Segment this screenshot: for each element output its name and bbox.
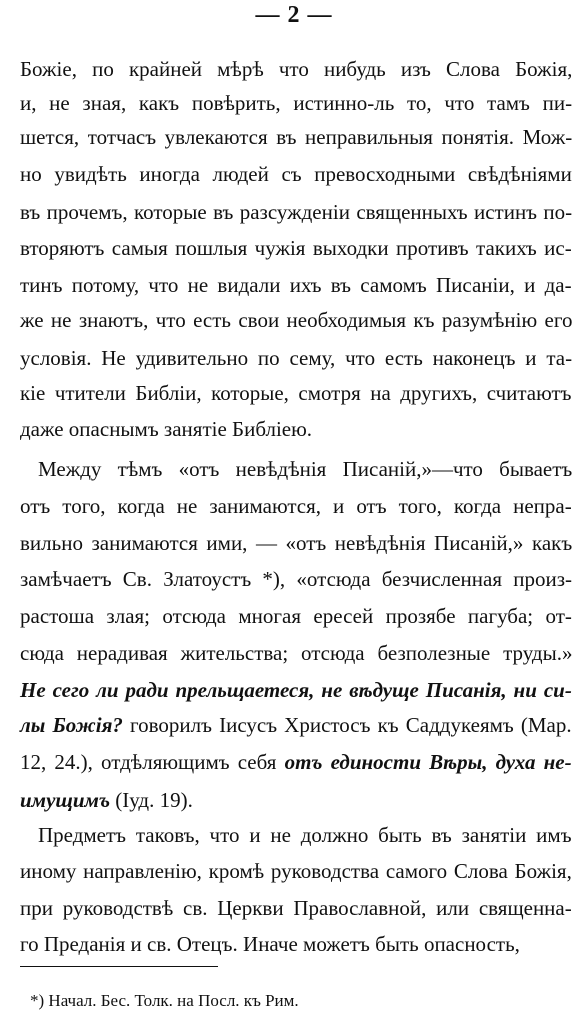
text-span: вторяютъ самыя пошлыя чужія выходки противъ такихъ ис- [20, 236, 572, 260]
text-span: (Іуд. 19). [110, 788, 193, 812]
italic-text: лы Божія? [20, 713, 123, 737]
text-line [20, 787, 193, 813]
text-span: 12, 24.), отдѣляющимъ себя [20, 750, 285, 774]
italic-text: Не сего ли ради прельщаетеся, не вѣдуще Писанія, ни си- [20, 678, 572, 702]
text-span: го Преданія и св. Отецъ. Иначе можетъ быть опасность, [20, 932, 520, 956]
text-line [20, 307, 572, 333]
text-line [20, 124, 572, 150]
text-span: говорилъ Іисусъ Христосъ къ Саддукеямъ (Мар. [122, 713, 572, 737]
text-line [38, 456, 572, 482]
text-span: при руководствѣ св. Церкви Православной, или священна- [20, 896, 572, 920]
text-line [20, 90, 572, 116]
text-line [20, 345, 572, 371]
text-span: сюда нерадивая жительства; отсюда безполезные труды.» [20, 641, 573, 665]
page-number: — 2 — [255, 2, 333, 28]
text-span: условія. Не удивительно по сему, что есть наконецъ и та- [20, 346, 573, 370]
text-line [20, 272, 572, 298]
text-span: кіе чтители Библіи, которые, смотря на другихъ, считаютъ [20, 381, 572, 405]
text-line [20, 895, 572, 921]
text-line [20, 603, 572, 629]
text-span: но увидѣть иногда людей съ превосходными свѣдѣніями [20, 162, 572, 186]
text-span: въ прочемъ, которые въ разсужденіи священныхъ истинъ по- [20, 200, 573, 224]
italic-text: отъ единости Вѣры, духа не- [284, 750, 572, 774]
text-line [20, 416, 312, 442]
text-span: же не знаютъ, что есть свои необходимыя къ разумѣнію его [20, 308, 573, 332]
text-line [20, 749, 572, 775]
text-line [20, 56, 572, 82]
text-line [20, 380, 572, 406]
text-span: Между тѣмъ «отъ невѣдѣнія Писаній,»—что бываетъ [38, 457, 573, 481]
text-span: Божіе, по крайней мѣрѣ что нибудь изъ Слова Божія, [20, 57, 573, 81]
text-line [20, 640, 572, 666]
text-span: замѣчаетъ Св. Златоустъ *), «отсюда безчисленная произ- [20, 567, 573, 591]
text-span: Предметъ таковъ, что и не должно быть въ занятіи имъ [38, 823, 572, 847]
text-line [20, 931, 520, 957]
text-span: шется, тотчасъ увлекаются въ неправильныя понятія. Мож- [20, 125, 573, 149]
text-line [20, 493, 572, 519]
text-line [20, 530, 572, 556]
text-line [20, 677, 572, 703]
footnote-divider [20, 966, 218, 967]
text-line [38, 822, 572, 848]
text-line [20, 566, 572, 592]
italic-text: имущимъ [20, 788, 111, 812]
text-span: растоша злая; отсюда многая ересей прозябе пагуба; от- [20, 604, 572, 628]
text-span: отъ того, когда не занимаются, и отъ того, когда непра- [20, 494, 572, 518]
text-line [20, 161, 572, 187]
text-line [20, 235, 572, 261]
text-line [20, 199, 572, 225]
footnote: *) Начал. Бес. Толк. на Посл. къ Рим. [30, 991, 299, 1010]
text-span: иному направленію, кромѣ руководства самого Слова Божія, [20, 859, 572, 883]
text-span: вильно занимаются ими, — «отъ невѣдѣнія Писаній,» какъ [20, 531, 573, 555]
text-span: тинъ потому, что не видали ихъ въ самомъ Писаніи, и да- [20, 273, 572, 297]
text-line [20, 858, 572, 884]
text-span: и, не зная, какъ повѣрить, истинно-ль то, что тамъ пи- [20, 91, 573, 115]
text-span: даже опаснымъ занятіе Библіею. [20, 417, 313, 441]
text-line [20, 712, 572, 738]
